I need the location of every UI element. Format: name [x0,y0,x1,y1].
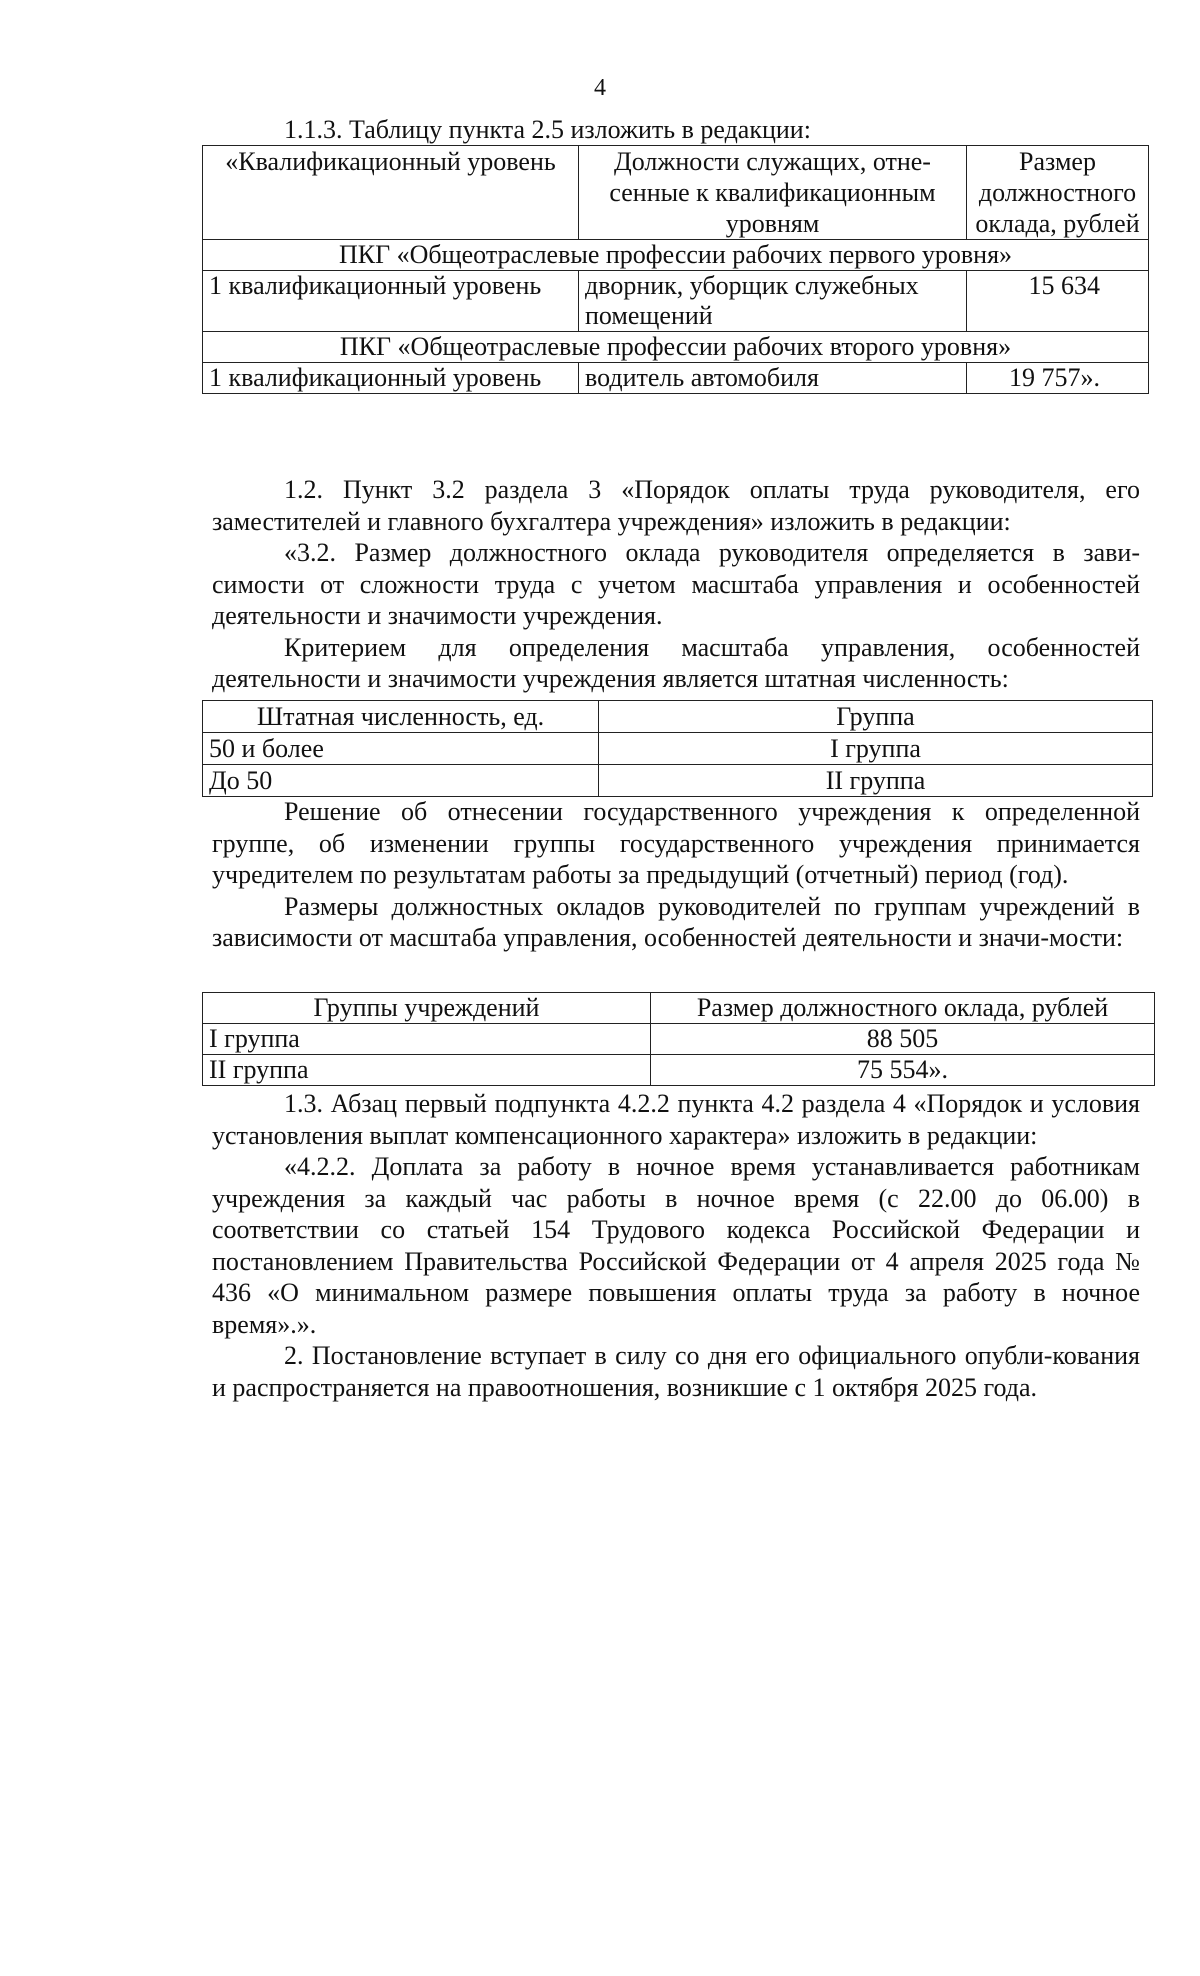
paragraph-4-2-2: «4.2.2. Доплата за работу в ночное время устанавливается работникам учреждения за каждый час работы в ночное время (с 22.00 до 06.00) в соответствии со статьей 154 Трудового кодекса Российской Федерации и постановлением Правительства Российской Федерации от 4 апреля 2025 года № 436 «О минимальном размере повышения оплаты труда за работу в ночное время».». [212,1152,1140,1339]
group-title: ПКГ «Общеотраслевые профессии рабочих первого уровня» [203,240,1149,271]
header-cell: Штатная численность, ед. [203,701,599,733]
header-cell: Должности служащих, отне-сенные к квалификационным уровням [579,146,967,240]
group-cell: II группа [203,1055,651,1086]
header-cell: Размер должностного оклада, рублей [651,993,1155,1024]
table-row [203,271,1149,332]
header-cell: Группа [599,701,1153,733]
table-row [203,363,1149,394]
level-cell: 1 квалификационный уровень [203,363,579,394]
table-row [203,1055,1155,1086]
intro-text: 1.1.3. Таблицу пункта 2.5 изложить в редакции: [284,115,811,144]
salary-cell: 75 554». [651,1055,1155,1086]
header-cell: «Квалификационный уровень [203,146,579,240]
header-cell: Размер должностного оклада, рублей [967,146,1149,240]
page-number: 4 [594,75,606,101]
paragraph-1-2: 1.2. Пункт 3.2 раздела 3 «Порядок оплаты труда руководителя, его заместителей и главного бухгалтера учреждения» изложить в редакции: [212,475,1140,536]
text-block-3 [212,1088,1140,1403]
table-row [203,765,1153,797]
paragraph-criteria: Критерием для определения масштаба управления, особенностей деятельности и значимости учреждения является штатная численность: [212,632,1140,693]
paragraph-decision: Решение об отнесении государственного учреждения к определенной группе, об изменении группы государственного учреждения принимается учредителем по результатам работы за предыдущий (отчетный) период (год). [212,797,1140,889]
staff-count-cell: До 50 [203,765,599,797]
paragraph-2: 2. Постановление вступает в силу со дня его официального опубли-кования и распространяется на правоотношения, возникшие с 1 октября 2025 года. [212,1341,1140,1402]
salary-by-group-table [202,992,1154,1086]
qualification-table [202,145,1148,394]
positions-cell: дворник, уборщик служебных помещений [579,271,967,332]
positions-cell: водитель автомобиля [579,363,967,394]
salary-cell: 15 634 [967,271,1149,332]
staff-count-cell: 50 и более [203,733,599,765]
header-cell: Группы учреждений [203,993,651,1024]
text-block-2 [212,796,1140,954]
table-header-row [203,993,1155,1024]
group-title-row [203,332,1149,363]
table-row [203,1024,1155,1055]
group-cell: I группа [599,733,1153,765]
group-cell: I группа [203,1024,651,1055]
staff-count-table [202,700,1152,797]
group-title: ПКГ «Общеотраслевые профессии рабочих второго уровня» [203,332,1149,363]
intro-line [212,114,1200,146]
table-row [203,733,1153,765]
table-header-row [203,146,1149,240]
salary-cell: 88 505 [651,1024,1155,1055]
paragraph-sizes: Размеры должностных окладов руководителей по группам учреждений в зависимости от масштаба управления, особенностей деятельности и значи-мости: [212,891,1140,952]
group-cell: II группа [599,765,1153,797]
paragraph-1-3: 1.3. Абзац первый подпункта 4.2.2 пункта 4.2 раздела 4 «Порядок и условия установления выплат компенсационного характера» изложить в редакции: [212,1089,1140,1150]
paragraph-3-2: «3.2. Размер должностного оклада руководителя определяется в зави-симости от сложности труда с учетом масштаба управления и особенностей деятельности и значимости учреждения. [212,538,1140,630]
text-block-1 [212,474,1140,695]
group-title-row [203,240,1149,271]
salary-cell: 19 757». [967,363,1149,394]
table-header-row [203,701,1153,733]
level-cell: 1 квалификационный уровень [203,271,579,332]
